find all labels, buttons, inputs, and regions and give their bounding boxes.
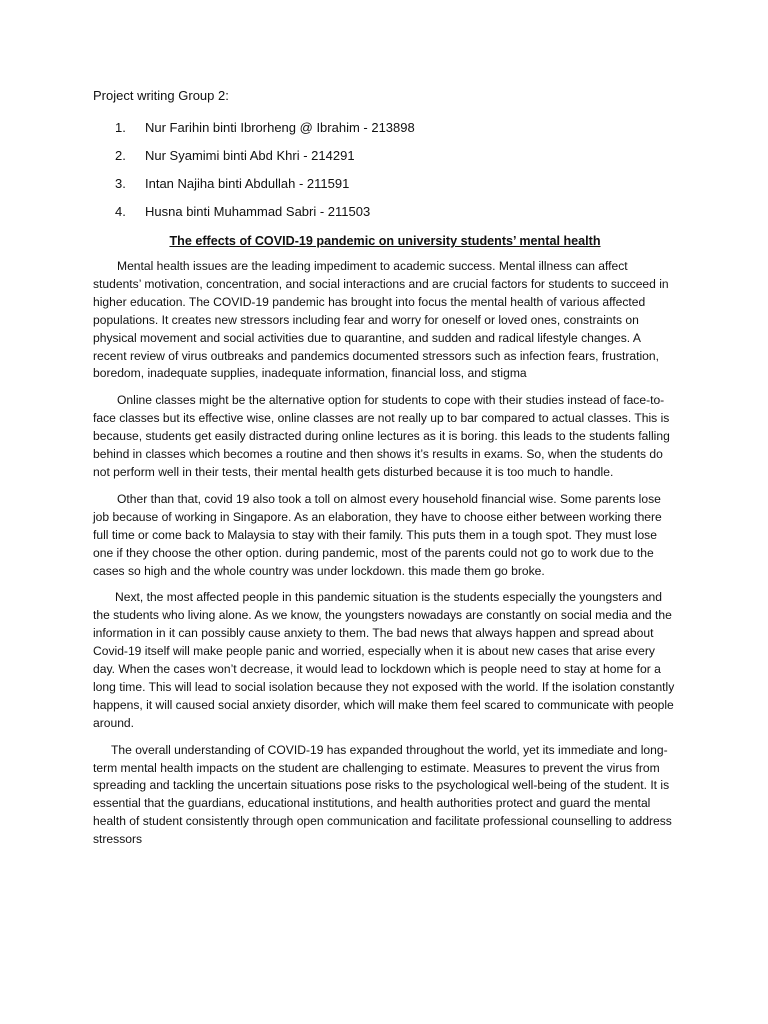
member-name: Husna binti Muhammad Sabri - 211503	[145, 204, 371, 219]
member-list	[93, 118, 677, 230]
member-item	[93, 174, 677, 202]
member-number: 2.	[115, 148, 126, 163]
paragraph-conclusion: The overall understanding of COVID-19 has expanded throughout the world, yet its immediate and long-term mental health impacts on the student are challenging to estimate. Measures to prevent the virus from spreading and tackling the uncertain situations pose risks to the psychological well-being of the student. It is essential that the guardians, educational institutions, and health authorities protect and guard the mental health of student consistently through open communication and facilitate professional counselling to address stressors	[93, 742, 672, 847]
member-name: Nur Syamimi binti Abd Khri - 214291	[145, 148, 355, 163]
member-name: Intan Najiha binti Abdullah - 211591	[145, 176, 350, 191]
paragraph-household-financial: Other than that, covid 19 also took a toll on almost every household financial wise. Some parents lose job because of working in Singapore. As an elaboration, they have to choose either between working there full time or come back to Malaysia to stay with their family. This puts them in a tough spot. They must lose one if they choose the other option. during pandemic, most of the parents could not go to work due to the cases so high and the whole country was under lockdown. this made them go broke.	[93, 491, 662, 578]
member-name: Nur Farihin binti Ibrorheng @ Ibrahim - 213898	[145, 120, 415, 135]
member-number: 4.	[115, 204, 126, 219]
essay-title: The effects of COVID-19 pandemic on university students’ mental health	[169, 234, 601, 248]
paragraph-mental-health-issues: Mental health issues are the leading impediment to academic success. Mental illness can affect students’ motivation, concentration, and social interactions and are crucial factors for students to succeed in higher education. The COVID-19 pandemic has brought into focus the mental health of various affected populations. It creates new stressors including fear and worry for oneself or loved ones, constraints on physical movement and social activities due to quarantine, and sudden and radical lifestyle changes. A recent review of virus outbreaks and pandemics documented stressors such as infection fears, frustration, boredom, inadequate supplies, inadequate information, financial loss, and stigma	[93, 259, 669, 381]
paragraph-online-classes: Online classes might be the alternative option for students to cope with their studies instead of face-to-face classes but its effective wise, online classes are not really up to bar compared to actual classes. This is because, students get easily distracted during online lectures as it is boring. this leads to the students falling behind in classes which becomes a routine and then shows it’s results in exams. So, when the students do not perform well in their tests, their mental health gets disturbed because it is too much to handle.	[93, 393, 670, 479]
member-number: 3.	[115, 176, 126, 191]
document-body	[93, 86, 677, 858]
member-item	[93, 118, 677, 146]
member-number: 1.	[115, 120, 126, 135]
group-heading: Project writing Group 2:	[93, 88, 229, 103]
paragraph-youngsters-social-media: Next, the most affected people in this pandemic situation is the students especially the youngsters and the students who living alone. As we know, the youngsters nowadays are constantly on social media and the information in it can possibly cause anxiety to them. The bad news that always happen and spread about Covid-19 itself will make people panic and worried, especially when it is about new cases that arise every day. When the cases won’t decrease, it would lead to lockdown which is people need to stay at home for a long time. This will lead to social isolation because they not exposed with the world. If the isolation constantly happens, it will caused social anxiety disorder, which will make them feel scared to communicate with people around.	[93, 590, 675, 730]
member-item	[93, 202, 677, 230]
member-item	[93, 146, 677, 174]
